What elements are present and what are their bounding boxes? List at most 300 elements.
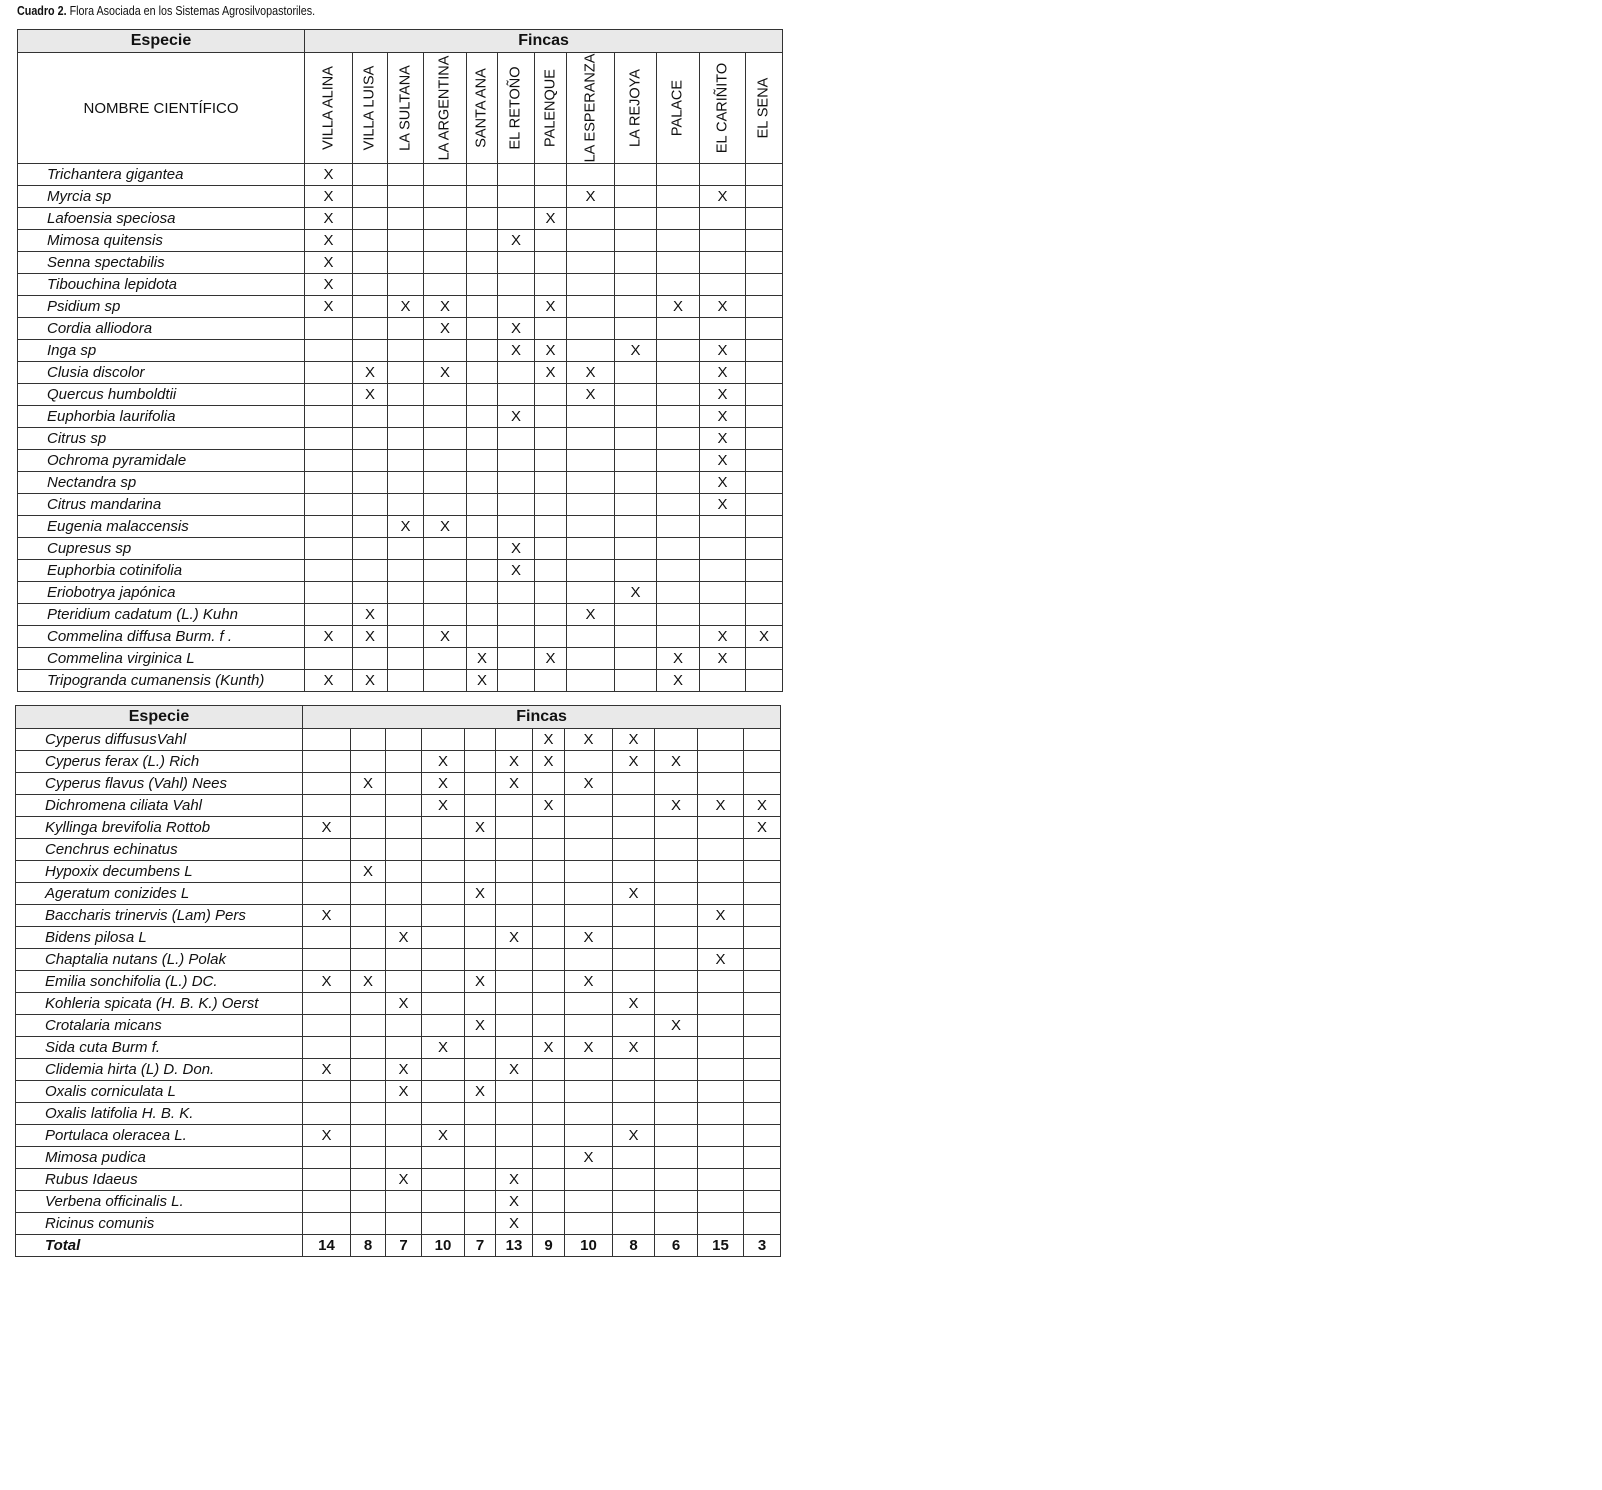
presence-cell: X (467, 670, 498, 692)
species-name: Chaptalia nutans (L.) Polak (16, 949, 303, 971)
presence-cell (388, 626, 424, 648)
presence-cell: X (744, 795, 781, 817)
species-name: Emilia sonchifolia (L.) DC. (16, 971, 303, 993)
presence-cell (746, 252, 783, 274)
presence-cell (498, 384, 535, 406)
presence-cell (467, 362, 498, 384)
presence-cell (351, 1213, 386, 1235)
presence-cell (613, 971, 655, 993)
presence-cell (467, 164, 498, 186)
presence-cell (498, 648, 535, 670)
presence-cell: X (535, 296, 567, 318)
presence-cell (305, 318, 353, 340)
presence-cell (305, 428, 353, 450)
table-row (16, 861, 781, 883)
presence-cell (533, 1191, 565, 1213)
presence-cell (698, 839, 744, 861)
presence-cell: X (305, 186, 353, 208)
presence-cell (744, 861, 781, 883)
presence-cell (303, 1103, 351, 1125)
presence-cell: X (424, 516, 467, 538)
presence-cell (744, 883, 781, 905)
species-name: Portulaca oleracea L. (16, 1125, 303, 1147)
presence-cell (386, 1103, 422, 1125)
presence-cell (655, 1081, 698, 1103)
presence-cell (615, 252, 657, 274)
presence-cell (655, 1213, 698, 1235)
presence-cell (388, 340, 424, 362)
presence-cell (698, 1081, 744, 1103)
presence-cell (388, 648, 424, 670)
presence-cell (698, 993, 744, 1015)
presence-cell (535, 252, 567, 274)
presence-cell: X (657, 670, 700, 692)
presence-cell (303, 773, 351, 795)
presence-cell (422, 1191, 465, 1213)
presence-cell: X (613, 1037, 655, 1059)
presence-cell: X (698, 949, 744, 971)
presence-cell: X (613, 993, 655, 1015)
presence-cell: X (567, 186, 615, 208)
presence-cell (353, 186, 388, 208)
finca-header (388, 53, 424, 164)
presence-cell (744, 1037, 781, 1059)
presence-cell (744, 971, 781, 993)
presence-cell (700, 670, 746, 692)
presence-cell (535, 538, 567, 560)
presence-cell: X (700, 450, 746, 472)
species-name: Cupresus sp (18, 538, 305, 560)
presence-cell (657, 450, 700, 472)
presence-cell: X (565, 971, 613, 993)
presence-cell: X (567, 384, 615, 406)
presence-cell (698, 1037, 744, 1059)
presence-cell (386, 817, 422, 839)
presence-cell (657, 362, 700, 384)
presence-cell: X (655, 1015, 698, 1037)
presence-cell (698, 1015, 744, 1037)
presence-cell (533, 927, 565, 949)
presence-cell: X (353, 670, 388, 692)
presence-cell (533, 1059, 565, 1081)
table-row (18, 582, 783, 604)
presence-cell (351, 839, 386, 861)
finca-header (498, 53, 535, 164)
table-row (18, 428, 783, 450)
species-name: Cenchrus echinatus (16, 839, 303, 861)
presence-cell: X (700, 428, 746, 450)
presence-cell (565, 1169, 613, 1191)
presence-cell (388, 582, 424, 604)
total-value: 10 (565, 1235, 613, 1257)
presence-cell (533, 1081, 565, 1103)
presence-cell (496, 839, 533, 861)
presence-cell (746, 208, 783, 230)
presence-cell (533, 1147, 565, 1169)
table-row (16, 729, 781, 751)
presence-cell (746, 164, 783, 186)
presence-cell: X (498, 230, 535, 252)
flora-table-part-1 (17, 29, 783, 692)
presence-cell (465, 993, 496, 1015)
presence-cell (565, 1103, 613, 1125)
table-row (18, 406, 783, 428)
presence-cell (746, 670, 783, 692)
presence-cell (700, 208, 746, 230)
presence-cell (424, 406, 467, 428)
presence-cell (353, 582, 388, 604)
presence-cell (386, 949, 422, 971)
species-name: Ageratum conizides L (16, 883, 303, 905)
presence-cell (567, 538, 615, 560)
presence-cell (744, 949, 781, 971)
total-row (16, 1235, 781, 1257)
presence-cell: X (388, 516, 424, 538)
presence-cell (496, 729, 533, 751)
presence-cell (386, 751, 422, 773)
species-name: Sida cuta Burm f. (16, 1037, 303, 1059)
presence-cell (353, 450, 388, 472)
presence-cell (465, 1213, 496, 1235)
presence-cell (388, 186, 424, 208)
species-name: Euphorbia laurifolia (18, 406, 305, 428)
presence-cell (746, 340, 783, 362)
presence-cell: X (498, 406, 535, 428)
presence-cell (613, 1147, 655, 1169)
presence-cell (613, 949, 655, 971)
species-name: Cyperus ferax (L.) Rich (16, 751, 303, 773)
presence-cell (303, 1169, 351, 1191)
presence-cell (496, 905, 533, 927)
presence-cell (655, 905, 698, 927)
presence-cell (498, 450, 535, 472)
species-name: Kyllinga brevifolia Rottob (16, 817, 303, 839)
presence-cell (655, 1147, 698, 1169)
finca-header (424, 53, 467, 164)
presence-cell (465, 1169, 496, 1191)
presence-cell: X (386, 927, 422, 949)
presence-cell (388, 384, 424, 406)
presence-cell (386, 861, 422, 883)
presence-cell (467, 296, 498, 318)
table-row (18, 362, 783, 384)
presence-cell (698, 971, 744, 993)
species-name: Cordia alliodora (18, 318, 305, 340)
species-name: Hypoxix decumbens L (16, 861, 303, 883)
presence-cell (533, 949, 565, 971)
finca-header-label: EL RETOÑO (507, 66, 524, 150)
presence-cell (567, 252, 615, 274)
presence-cell: X (422, 795, 465, 817)
presence-cell (655, 883, 698, 905)
presence-cell: X (615, 340, 657, 362)
presence-cell: X (613, 751, 655, 773)
presence-cell (351, 1191, 386, 1213)
presence-cell: X (613, 729, 655, 751)
total-value: 15 (698, 1235, 744, 1257)
presence-cell (386, 883, 422, 905)
presence-cell (567, 406, 615, 428)
presence-cell (305, 472, 353, 494)
presence-cell (615, 604, 657, 626)
presence-cell (424, 252, 467, 274)
presence-cell: X (496, 1191, 533, 1213)
total-value: 3 (744, 1235, 781, 1257)
table-row (16, 795, 781, 817)
total-value: 7 (386, 1235, 422, 1257)
presence-cell (498, 516, 535, 538)
flora-table-part-2 (15, 705, 781, 1257)
presence-cell (535, 318, 567, 340)
presence-cell: X (533, 795, 565, 817)
finca-header (615, 53, 657, 164)
species-name: Oxalis latifolia H. B. K. (16, 1103, 303, 1125)
presence-cell: X (565, 729, 613, 751)
table-row (18, 186, 783, 208)
fincas-header: Fincas (305, 30, 783, 53)
presence-cell (535, 604, 567, 626)
table-row (16, 1125, 781, 1147)
presence-cell (615, 494, 657, 516)
presence-cell (422, 1147, 465, 1169)
presence-cell (351, 1059, 386, 1081)
presence-cell (565, 1191, 613, 1213)
presence-cell (657, 406, 700, 428)
presence-cell: X (424, 296, 467, 318)
presence-cell (467, 406, 498, 428)
caption-label: Cuadro 2. (17, 4, 67, 18)
presence-cell (498, 472, 535, 494)
presence-cell (351, 883, 386, 905)
presence-cell (303, 861, 351, 883)
presence-cell: X (565, 927, 613, 949)
presence-cell (305, 340, 353, 362)
presence-cell (655, 927, 698, 949)
presence-cell (613, 905, 655, 927)
presence-cell (353, 406, 388, 428)
presence-cell: X (303, 817, 351, 839)
presence-cell (746, 428, 783, 450)
presence-cell (465, 729, 496, 751)
presence-cell (496, 971, 533, 993)
table-row (18, 494, 783, 516)
presence-cell (657, 604, 700, 626)
table-row (16, 751, 781, 773)
presence-cell (615, 230, 657, 252)
presence-cell (565, 993, 613, 1015)
scientific-name-header: NOMBRE CIENTÍFICO (18, 53, 305, 164)
presence-cell (498, 186, 535, 208)
presence-cell (615, 186, 657, 208)
presence-cell: X (496, 751, 533, 773)
presence-cell (700, 582, 746, 604)
presence-cell: X (386, 993, 422, 1015)
presence-cell (657, 208, 700, 230)
presence-cell (565, 1059, 613, 1081)
presence-cell (424, 384, 467, 406)
presence-cell: X (465, 883, 496, 905)
presence-cell: X (353, 626, 388, 648)
presence-cell (422, 883, 465, 905)
presence-cell: X (496, 1213, 533, 1235)
presence-cell (496, 1103, 533, 1125)
presence-cell (698, 1191, 744, 1213)
finca-header (305, 53, 353, 164)
table-row (18, 450, 783, 472)
table-row (16, 905, 781, 927)
presence-cell: X (496, 927, 533, 949)
table-row (16, 1213, 781, 1235)
presence-cell (744, 751, 781, 773)
presence-cell (467, 604, 498, 626)
presence-cell (744, 1213, 781, 1235)
finca-header (467, 53, 498, 164)
presence-cell (353, 164, 388, 186)
presence-cell (386, 1147, 422, 1169)
presence-cell (422, 905, 465, 927)
presence-cell (533, 1213, 565, 1235)
presence-cell (422, 861, 465, 883)
presence-cell (567, 648, 615, 670)
species-name: Inga sp (18, 340, 305, 362)
presence-cell (700, 274, 746, 296)
presence-cell (698, 817, 744, 839)
table-row (16, 1191, 781, 1213)
presence-cell (303, 927, 351, 949)
presence-cell (388, 428, 424, 450)
presence-cell (746, 186, 783, 208)
presence-cell (303, 751, 351, 773)
presence-cell (613, 817, 655, 839)
presence-cell (744, 993, 781, 1015)
presence-cell (565, 751, 613, 773)
species-name: Tripogranda cumanensis (Kunth) (18, 670, 305, 692)
presence-cell (467, 274, 498, 296)
presence-cell (535, 494, 567, 516)
presence-cell (305, 450, 353, 472)
presence-cell (567, 472, 615, 494)
presence-cell: X (744, 817, 781, 839)
presence-cell (698, 729, 744, 751)
presence-cell (655, 1191, 698, 1213)
finca-header-label: LA ARGENTINA (436, 55, 453, 161)
presence-cell (496, 1147, 533, 1169)
presence-cell (388, 604, 424, 626)
species-name: Quercus humboldtii (18, 384, 305, 406)
presence-cell (353, 538, 388, 560)
presence-cell (422, 927, 465, 949)
presence-cell (535, 560, 567, 582)
presence-cell: X (303, 1125, 351, 1147)
presence-cell (467, 516, 498, 538)
presence-cell (700, 252, 746, 274)
table-row (16, 927, 781, 949)
presence-cell (303, 795, 351, 817)
presence-cell (465, 861, 496, 883)
table-row (16, 949, 781, 971)
presence-cell (615, 384, 657, 406)
presence-cell (533, 905, 565, 927)
presence-cell (655, 993, 698, 1015)
presence-cell (535, 626, 567, 648)
presence-cell (496, 1037, 533, 1059)
presence-cell (351, 751, 386, 773)
table-row (18, 560, 783, 582)
table-row (16, 1147, 781, 1169)
presence-cell (305, 648, 353, 670)
presence-cell (351, 1103, 386, 1125)
table-row (18, 384, 783, 406)
presence-cell: X (305, 626, 353, 648)
presence-cell: X (567, 604, 615, 626)
presence-cell (746, 560, 783, 582)
presence-cell (467, 494, 498, 516)
presence-cell (388, 450, 424, 472)
presence-cell (655, 1169, 698, 1191)
presence-cell (746, 406, 783, 428)
table-caption (17, 4, 315, 18)
total-value: 8 (351, 1235, 386, 1257)
presence-cell (700, 560, 746, 582)
presence-cell (698, 1103, 744, 1125)
species-name: Dichromena ciliata Vahl (16, 795, 303, 817)
presence-cell: X (351, 971, 386, 993)
presence-cell (698, 751, 744, 773)
presence-cell (613, 795, 655, 817)
presence-cell (615, 670, 657, 692)
presence-cell (465, 773, 496, 795)
presence-cell (657, 626, 700, 648)
presence-cell (303, 883, 351, 905)
presence-cell (700, 318, 746, 340)
presence-cell (353, 230, 388, 252)
presence-cell (465, 751, 496, 773)
presence-cell (351, 1169, 386, 1191)
presence-cell (422, 1015, 465, 1037)
presence-cell (498, 604, 535, 626)
presence-cell (535, 670, 567, 692)
table-row (16, 1037, 781, 1059)
presence-cell (498, 582, 535, 604)
presence-cell (422, 817, 465, 839)
presence-cell: X (386, 1059, 422, 1081)
presence-cell (700, 538, 746, 560)
presence-cell (746, 384, 783, 406)
presence-cell (386, 905, 422, 927)
finca-header (657, 53, 700, 164)
presence-cell: X (424, 362, 467, 384)
presence-cell (533, 817, 565, 839)
presence-cell (657, 186, 700, 208)
presence-cell (303, 729, 351, 751)
presence-cell (698, 1213, 744, 1235)
presence-cell (533, 861, 565, 883)
presence-cell (496, 949, 533, 971)
table-row (18, 230, 783, 252)
presence-cell (467, 450, 498, 472)
presence-cell (533, 1125, 565, 1147)
presence-cell (655, 1103, 698, 1125)
presence-cell: X (535, 208, 567, 230)
presence-cell (565, 1015, 613, 1037)
presence-cell (613, 1081, 655, 1103)
presence-cell (351, 1081, 386, 1103)
presence-cell (388, 208, 424, 230)
presence-cell (465, 1037, 496, 1059)
presence-cell (744, 1191, 781, 1213)
presence-cell (498, 626, 535, 648)
presence-cell (422, 971, 465, 993)
